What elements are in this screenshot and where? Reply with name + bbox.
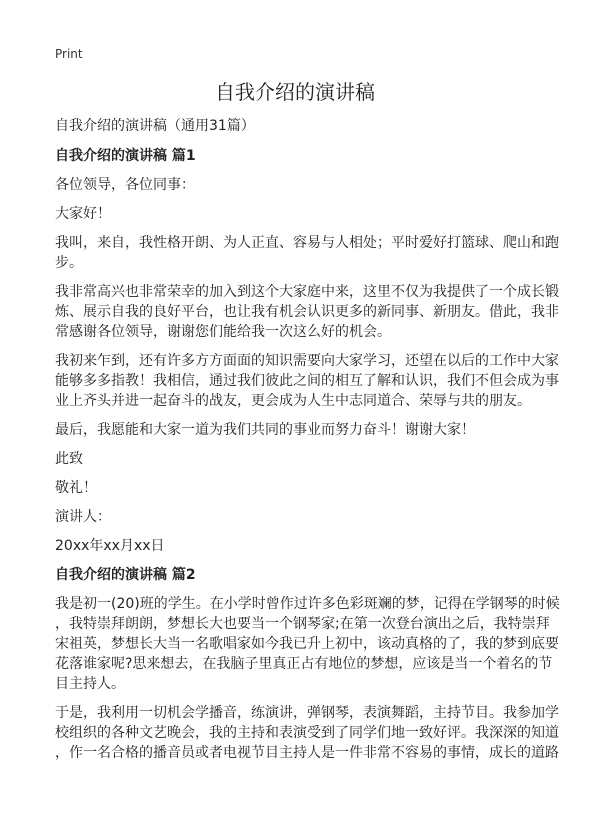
text-line: 校组织的各种文艺晚会，我的主持和表演受到了同学们地一致好评。我深深的知道 (55, 725, 559, 741)
text-line: 步。 (55, 255, 83, 271)
paragraph (55, 233, 559, 273)
page-title: 自我介绍的演讲稿 (215, 80, 375, 104)
paragraph (55, 449, 535, 469)
text-line: 大家好！ (55, 206, 111, 222)
text-line: 此致 (55, 451, 83, 467)
print-link[interactable]: Print (55, 47, 83, 61)
text-line: 目主持人。 (55, 676, 125, 692)
text-line: 我是初一(20)班的学生。在小学时曾作过许多色彩斑斓的梦，记得在学钢琴的时候 (55, 596, 560, 612)
text-line: ，作一名合格的播音员或者电视节目主持人是一件非常不容易的事情，成长的道路 (55, 745, 559, 761)
text-line: 我叫，来自，我性格开朗、为人正直、容易与人相处；平时爱好打篮球、爬山和跑 (55, 235, 559, 251)
text-line: 常感谢各位领导，谢谢您们能给我一次这么好的机会。 (55, 324, 391, 340)
text-line: 宋祖英，梦想长大当一名歌唱家如今我已升上初中，该动真格的了，我的梦到底要 (55, 636, 559, 652)
text-line: 我初来乍到，还有许多方方面面的知识需要向大家学习，还望在以后的工作中大家 (55, 353, 559, 369)
document-body (55, 78, 560, 772)
paragraph (55, 478, 535, 498)
text-line: 于是，我利用一切机会学播音，练演讲，弹钢琴，表演舞蹈，主持节目。我参加学 (55, 705, 559, 721)
paragraph (55, 594, 560, 694)
text-line: 炼、展示自我的良好平台，也让我有机会认识更多的新同事、新朋友。借此，我非 (55, 304, 559, 320)
text-line: 业上齐头并进一起奋斗的战友，更会成为人生中志同道合、荣辱与共的朋友。 (55, 393, 531, 409)
paragraph (55, 175, 535, 195)
paragraph (55, 420, 535, 440)
text-line: ，我特崇拜朗朗，梦想长大也要当一个钢琴家;在第一次登台演出之后，我特崇拜 (55, 616, 550, 632)
paragraph (55, 536, 535, 556)
paragraph (55, 703, 559, 763)
text-line: 能够多多指教！我相信，通过我们彼此之间的相互了解和认识，我们不但会成为事 (55, 373, 559, 389)
section-heading: 自我介绍的演讲稿 篇1 (55, 148, 196, 164)
paragraph (55, 204, 535, 224)
paragraph (55, 507, 535, 527)
text-line: 敬礼！ (55, 480, 97, 496)
text-line: 花落谁家呢?思来想去，在我脑子里真正占有地位的梦想，应该是当一个着名的节 (55, 656, 553, 672)
text-line: 最后，我愿能和大家一道为我们共同的事业而努力奋斗！谢谢大家！ (55, 422, 475, 438)
section-heading: 自我介绍的演讲稿 篇2 (55, 567, 196, 583)
sections (55, 146, 560, 763)
paragraph (55, 351, 559, 411)
text-line: 演讲人： (55, 509, 111, 525)
text-line: 我非常高兴也非常荣幸的加入到这个大家庭中来，这里不仅为我提供了一个成长锻 (55, 284, 559, 300)
text-line: 20xx年xx月xx日 (55, 538, 165, 554)
text-line: 各位领导，各位同事： (55, 177, 195, 193)
subtitle: 自我介绍的演讲稿（通用31篇） (55, 118, 255, 134)
paragraph (55, 282, 559, 342)
